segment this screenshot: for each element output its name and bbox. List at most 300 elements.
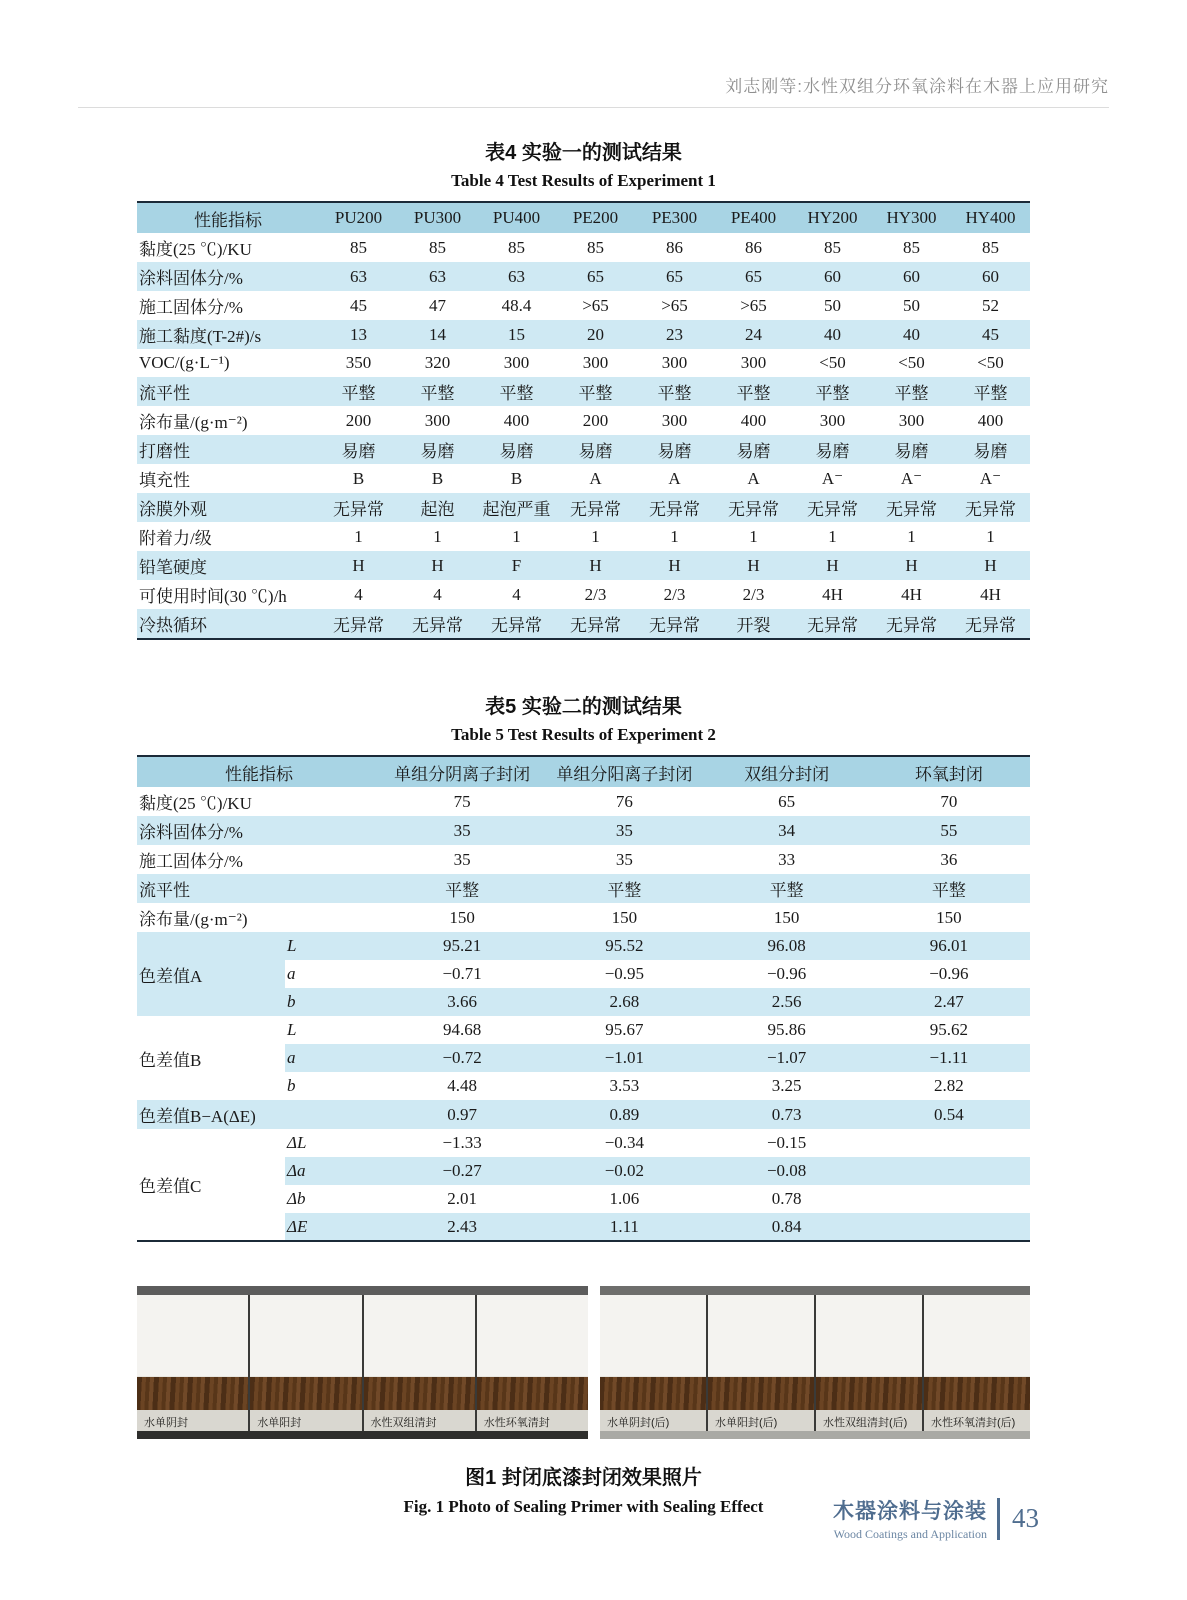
running-head-text: 刘志刚等:水性双组分环氧涂料在木器上应用研究 [725, 77, 1109, 96]
table-cell: 85 [903, 237, 920, 257]
row-label: 冷热循环 [137, 609, 319, 639]
table-cell: 平整 [477, 377, 556, 406]
table-cell: 无异常 [793, 609, 872, 639]
table-cell: 易磨 [319, 435, 398, 464]
table-cell: 1 [512, 526, 521, 546]
panel-bare-wood [250, 1376, 361, 1410]
table-cell: −1.01 [543, 1044, 705, 1072]
column-header: PE300 [635, 202, 714, 233]
table-cell: 无异常 [319, 609, 398, 639]
table-cell: 无异常 [635, 609, 714, 639]
row-label: 施工固体分/% [139, 852, 243, 871]
table-row [137, 464, 1030, 493]
table-cell: 36 [940, 849, 958, 869]
table-cell: 60 [793, 262, 872, 291]
table-cell: 平整 [319, 377, 398, 406]
row-label: 流平性 [137, 377, 319, 406]
panel-label: 水性双组清封(后) [816, 1410, 922, 1431]
sub-row-label: ΔE [285, 1213, 381, 1241]
table-cell: 96.01 [868, 932, 1030, 960]
column-header: 双组分封闭 [706, 756, 868, 787]
table-cell: 平整 [872, 377, 951, 406]
panel-label: 水性双组清封 [364, 1410, 475, 1431]
table-cell: 65 [714, 262, 793, 291]
table-row [137, 349, 1030, 377]
column-header: PU200 [319, 202, 398, 233]
table5-body [137, 787, 1030, 1241]
panel-bare-wood [364, 1376, 475, 1410]
row-label: 涂布量/(g·m⁻²) [139, 910, 248, 929]
table-cell: B [352, 468, 365, 488]
table-cell: A [747, 468, 760, 488]
journal-name-en: Wood Coatings and Application [833, 1527, 987, 1541]
sub-row-label: ΔL [287, 1133, 307, 1152]
table-cell: 1 [670, 526, 679, 546]
table-cell: 95.52 [543, 932, 705, 960]
table-cell: 1 [986, 526, 995, 546]
table-cell: 2.56 [706, 988, 868, 1016]
table-cell: 2.82 [934, 1076, 964, 1095]
panel-painted-area [137, 1295, 248, 1376]
panel-label: 水单阴封 [137, 1410, 248, 1431]
table-cell: 400 [740, 410, 767, 430]
table-cell: 96.08 [706, 932, 868, 960]
table-cell: H [951, 551, 1030, 580]
table-cell: A⁻ [821, 468, 844, 488]
sample-panel [816, 1295, 922, 1431]
table-cell: 平整 [398, 377, 477, 406]
table-cell: 48.4 [501, 295, 532, 315]
table-cell: 35 [381, 816, 543, 845]
table-cell: 无异常 [477, 609, 556, 639]
table-cell: 20 [556, 320, 635, 349]
table-cell: 1 [354, 526, 363, 546]
table-cell: 300 [898, 410, 925, 430]
figure1-caption-zh: 图1 封闭底漆封闭效果照片 [465, 1467, 702, 1489]
table-cell: 0.73 [706, 1100, 868, 1129]
sample-panel [250, 1295, 361, 1431]
table-cell: 起泡严重 [477, 493, 556, 522]
table-cell: 45 [350, 295, 367, 315]
sub-row-label: Δb [287, 1189, 306, 1208]
group-label: 色差值B [139, 1050, 202, 1070]
photo-after [600, 1286, 1030, 1439]
column-header: 单组分阳离子封闭 [543, 756, 705, 787]
table-cell: 易磨 [714, 435, 793, 464]
row-label: 涂料固体分/% [137, 262, 319, 291]
sample-panel [924, 1295, 1030, 1431]
table-cell: F [477, 551, 556, 580]
table-cell: 平整 [556, 377, 635, 406]
table-row [137, 406, 1030, 435]
table-cell: −0.15 [766, 1133, 807, 1152]
table-cell: 平整 [868, 874, 1030, 903]
table-cell: 300 [503, 353, 530, 372]
table-cell: 2.47 [868, 988, 1030, 1016]
table-row [137, 435, 1030, 464]
panel-bare-wood [708, 1376, 814, 1410]
panel-painted-area [600, 1295, 706, 1376]
column-header: 环氧封闭 [868, 756, 1030, 787]
table-cell: 1 [828, 526, 837, 546]
table-cell: −0.96 [929, 964, 969, 983]
table-cell: −0.08 [706, 1157, 868, 1185]
panel-label: 水性环氧清封 [477, 1410, 588, 1431]
table-cell: 400 [977, 410, 1004, 430]
table-cell: 150 [449, 907, 475, 927]
photo-panels [600, 1295, 1030, 1431]
table-cell: 65 [635, 262, 714, 291]
table-cell: 65 [556, 262, 635, 291]
column-header: 性能指标 [137, 202, 319, 233]
photo-edge [600, 1286, 1030, 1295]
table-cell: 40 [872, 320, 951, 349]
table-cell: 2.43 [381, 1213, 543, 1241]
table-cell: 86 [745, 237, 762, 257]
table-cell: 无异常 [556, 609, 635, 639]
table-cell: H [635, 551, 714, 580]
row-label: 施工固体分/% [139, 298, 243, 317]
table-cell: −0.95 [604, 964, 645, 983]
table-cell: 1 [907, 526, 916, 546]
table-cell: 易磨 [635, 435, 714, 464]
table-cell: −0.34 [604, 1133, 645, 1152]
table-cell: A [589, 468, 602, 488]
sample-panel [137, 1295, 248, 1431]
table-cell: 85 [824, 237, 841, 257]
table-cell: 85 [508, 237, 525, 257]
table-cell: 平整 [706, 874, 868, 903]
table-row [137, 377, 1030, 406]
sample-panel [600, 1295, 706, 1431]
table-cell: 易磨 [793, 435, 872, 464]
table-cell: 易磨 [951, 435, 1030, 464]
table-cell: 1 [749, 526, 758, 546]
row-label: 附着力/级 [139, 529, 212, 548]
table-cell: 52 [982, 295, 999, 315]
table-cell: 3.25 [771, 1076, 802, 1095]
table-cell: −0.02 [543, 1157, 705, 1185]
table-cell: 300 [661, 410, 688, 430]
table-cell: B [510, 468, 523, 488]
row-label: VOC/(g·L⁻¹) [139, 353, 230, 372]
table-cell: 200 [582, 410, 609, 430]
table-cell: 无异常 [635, 493, 714, 522]
photo-before [137, 1286, 588, 1439]
running-head [78, 0, 1109, 108]
table4 [137, 201, 1030, 640]
column-header: PU300 [398, 202, 477, 233]
table-cell: A⁻ [979, 468, 1002, 488]
panel-label: 水性环氧清封(后) [924, 1410, 1030, 1431]
table-cell: 平整 [381, 874, 543, 903]
table-cell: 0.97 [381, 1100, 543, 1129]
column-header: PE200 [556, 202, 635, 233]
photo-shadow [600, 1431, 1030, 1439]
table-row [137, 1100, 1030, 1129]
table-cell: 起泡 [398, 493, 477, 522]
column-header: HY400 [951, 202, 1030, 233]
row-label: 涂膜外观 [137, 493, 319, 522]
table-cell: 95.86 [767, 1020, 806, 1039]
table-cell: 平整 [635, 377, 714, 406]
table-cell: 易磨 [556, 435, 635, 464]
table-cell: 76 [615, 791, 633, 811]
table-cell: 150 [936, 907, 962, 927]
row-label: 铅笔硬度 [137, 551, 319, 580]
table-cell: 1 [591, 526, 600, 546]
table-cell: 35 [453, 849, 471, 869]
panel-painted-area [250, 1295, 361, 1376]
table5 [137, 755, 1030, 1242]
sub-row-label: b [287, 1076, 296, 1095]
group-label: 色差值C [139, 1177, 202, 1196]
table-cell: 45 [951, 320, 1030, 349]
table-cell: 4 [433, 584, 442, 604]
table-cell: 34 [706, 816, 868, 845]
table-cell: H [398, 551, 477, 580]
panel-label: 水单阴封(后) [600, 1410, 706, 1431]
table-cell: 14 [398, 320, 477, 349]
table-cell: <50 [819, 353, 846, 372]
table-cell: H [319, 551, 398, 580]
table-cell: −0.71 [442, 964, 482, 983]
column-header: PU400 [477, 202, 556, 233]
table5-caption-zh: 表5 实验二的测试结果 [485, 696, 682, 718]
table-cell: H [872, 551, 951, 580]
table-cell: 2/3 [742, 584, 765, 604]
table-cell: 3.66 [381, 988, 543, 1016]
table-cell: −1.11 [868, 1044, 1030, 1072]
sub-row-label: Δa [285, 1157, 381, 1185]
table-cell: 300 [661, 353, 688, 372]
table-cell: 无异常 [951, 609, 1030, 639]
table-cell: 2/3 [663, 584, 686, 604]
row-label: 色差值B−A(ΔE) [137, 1100, 381, 1129]
table-row [137, 1016, 1030, 1044]
table-cell: 70 [940, 791, 958, 811]
table-cell: 无异常 [398, 609, 477, 639]
sub-row-label: a [287, 964, 296, 983]
table-cell: 85 [982, 237, 999, 257]
table-cell: 95.67 [605, 1020, 644, 1039]
row-label: 施工黏度(T-2#)/s [137, 320, 319, 349]
table-cell: A [668, 468, 681, 488]
column-header: 性能指标 [137, 756, 381, 787]
table-row [137, 787, 1030, 816]
table-cell: −0.96 [766, 964, 807, 983]
row-label: 流平性 [137, 874, 381, 903]
page-content [137, 136, 1030, 1517]
table-row [137, 320, 1030, 349]
sample-panel [364, 1295, 475, 1431]
table4-caption-zh: 表4 实验一的测试结果 [485, 142, 682, 164]
table-cell: 60 [951, 262, 1030, 291]
table-cell: 300 [740, 353, 767, 372]
table-cell: 300 [424, 410, 451, 430]
table-cell [868, 1213, 1030, 1241]
photo-shadow [137, 1431, 588, 1439]
table-cell: 无异常 [793, 493, 872, 522]
table-cell: 85 [429, 237, 446, 257]
table-cell: 平整 [951, 377, 1030, 406]
table-cell: A⁻ [900, 468, 923, 488]
table-row [137, 580, 1030, 609]
table-row [137, 291, 1030, 320]
row-label: 可使用时间(30 ℃)/h [139, 587, 287, 606]
table-cell: 4 [354, 584, 363, 604]
sub-row-label: a [285, 1044, 381, 1072]
table-cell: 86 [666, 237, 683, 257]
table-cell: 55 [868, 816, 1030, 845]
row-label: 涂料固体分/% [137, 816, 381, 845]
row-label: 黏度(25 ℃)/KU [139, 794, 252, 813]
table-row [137, 522, 1030, 551]
table-row [137, 903, 1030, 932]
panel-painted-area [708, 1295, 814, 1376]
panel-label: 水单阳封(后) [708, 1410, 814, 1431]
table-cell: 平整 [543, 874, 705, 903]
table-cell [868, 1129, 1030, 1157]
table4-header-row [137, 202, 1030, 233]
panel-bare-wood [816, 1376, 922, 1410]
table-cell: 320 [424, 353, 451, 372]
sub-row-label: b [285, 988, 381, 1016]
table-cell: −1.33 [442, 1133, 482, 1152]
table-cell: −0.27 [381, 1157, 543, 1185]
row-label: 打磨性 [137, 435, 319, 464]
table-cell: 15 [477, 320, 556, 349]
table-cell: 95.62 [929, 1020, 968, 1039]
page-number: 43 [1012, 1503, 1039, 1533]
table-cell: 平整 [793, 377, 872, 406]
table4-body [137, 233, 1030, 639]
table-cell: 平整 [714, 377, 793, 406]
sub-row-label: L [285, 932, 381, 960]
table-cell: >65 [582, 295, 609, 315]
panel-label: 水单阳封 [250, 1410, 361, 1431]
table-cell: 4H [901, 584, 922, 604]
table-row [137, 845, 1030, 874]
photo-edge [137, 1286, 588, 1295]
table-cell: 50 [824, 295, 841, 315]
table-cell [868, 1185, 1030, 1213]
table-cell: 0.78 [771, 1189, 802, 1208]
table-row [137, 233, 1030, 262]
table-cell: 易磨 [398, 435, 477, 464]
panel-painted-area [924, 1295, 1030, 1376]
table-cell: 13 [319, 320, 398, 349]
journal-name [833, 1495, 997, 1542]
table-cell: 150 [611, 907, 638, 927]
table-cell: 65 [778, 791, 796, 811]
column-header: HY200 [793, 202, 872, 233]
table-cell: 300 [582, 353, 609, 372]
table-cell: 35 [615, 849, 633, 869]
panel-bare-wood [137, 1376, 248, 1410]
table-cell: 易磨 [477, 435, 556, 464]
table-cell: 94.68 [443, 1020, 482, 1039]
table-cell: 4H [822, 584, 843, 604]
table-cell: 无异常 [714, 493, 793, 522]
table-row [137, 262, 1030, 291]
figure1-caption-en: Fig. 1 Photo of Sealing Primer with Sealing Effect [403, 1497, 764, 1516]
table-cell: −0.72 [381, 1044, 543, 1072]
table-cell: 350 [345, 353, 372, 372]
table-cell: 95.21 [381, 932, 543, 960]
row-label: 黏度(25 ℃)/KU [139, 240, 252, 259]
table-cell: 无异常 [872, 493, 951, 522]
table4-caption-en: Table 4 Test Results of Experiment 1 [451, 171, 716, 190]
table-row [137, 1129, 1030, 1157]
table-cell: H [556, 551, 635, 580]
sample-panel [708, 1295, 814, 1431]
table-cell: 无异常 [872, 609, 951, 639]
table-cell [868, 1157, 1030, 1185]
photo-panels [137, 1295, 588, 1431]
table-cell: 1.11 [543, 1213, 705, 1241]
table-cell: >65 [740, 295, 767, 315]
table-cell: 63 [398, 262, 477, 291]
table-cell: 2.01 [447, 1189, 477, 1208]
row-label: 涂布量/(g·m⁻²) [139, 413, 248, 432]
table-cell: 60 [872, 262, 951, 291]
table-cell: 4H [980, 584, 1001, 604]
table-cell: 23 [635, 320, 714, 349]
table-cell: 无异常 [951, 493, 1030, 522]
table-cell: <50 [977, 353, 1004, 372]
table-cell: 33 [778, 849, 796, 869]
table-cell: 0.89 [543, 1100, 705, 1129]
table-row [137, 493, 1030, 522]
table-cell: 150 [773, 907, 800, 927]
table-cell: 1.06 [609, 1189, 640, 1208]
table-cell: 63 [319, 262, 398, 291]
table-cell: <50 [898, 353, 925, 372]
table-row [137, 609, 1030, 639]
table5-header-row [137, 756, 1030, 787]
table-cell: 47 [429, 295, 446, 315]
table-cell: 85 [350, 237, 367, 257]
table-cell: >65 [661, 295, 688, 315]
table5-caption-en: Table 5 Test Results of Experiment 2 [451, 725, 716, 744]
figure1 [137, 1286, 1030, 1439]
table-cell: 400 [503, 410, 530, 430]
table-cell: 63 [477, 262, 556, 291]
group-label: 色差值A [137, 932, 285, 1016]
sample-panel [477, 1295, 588, 1431]
table-cell: 1 [433, 526, 442, 546]
table-cell: 4 [512, 584, 521, 604]
table-cell: 40 [793, 320, 872, 349]
column-header: HY300 [872, 202, 951, 233]
row-label: 填充性 [139, 471, 190, 490]
table-cell: H [714, 551, 793, 580]
table-cell: 开裂 [714, 609, 793, 639]
table-cell: 2/3 [584, 584, 607, 604]
sub-row-label: L [287, 1020, 297, 1039]
table-cell: 50 [903, 295, 920, 315]
column-header: PE400 [714, 202, 793, 233]
table-cell: −1.07 [706, 1044, 868, 1072]
panel-bare-wood [924, 1376, 1030, 1410]
table-row [137, 551, 1030, 580]
table-cell: 75 [453, 791, 471, 811]
table-cell: 200 [345, 410, 372, 430]
table-row [137, 874, 1030, 903]
table-cell: 易磨 [872, 435, 951, 464]
table-cell: 24 [714, 320, 793, 349]
